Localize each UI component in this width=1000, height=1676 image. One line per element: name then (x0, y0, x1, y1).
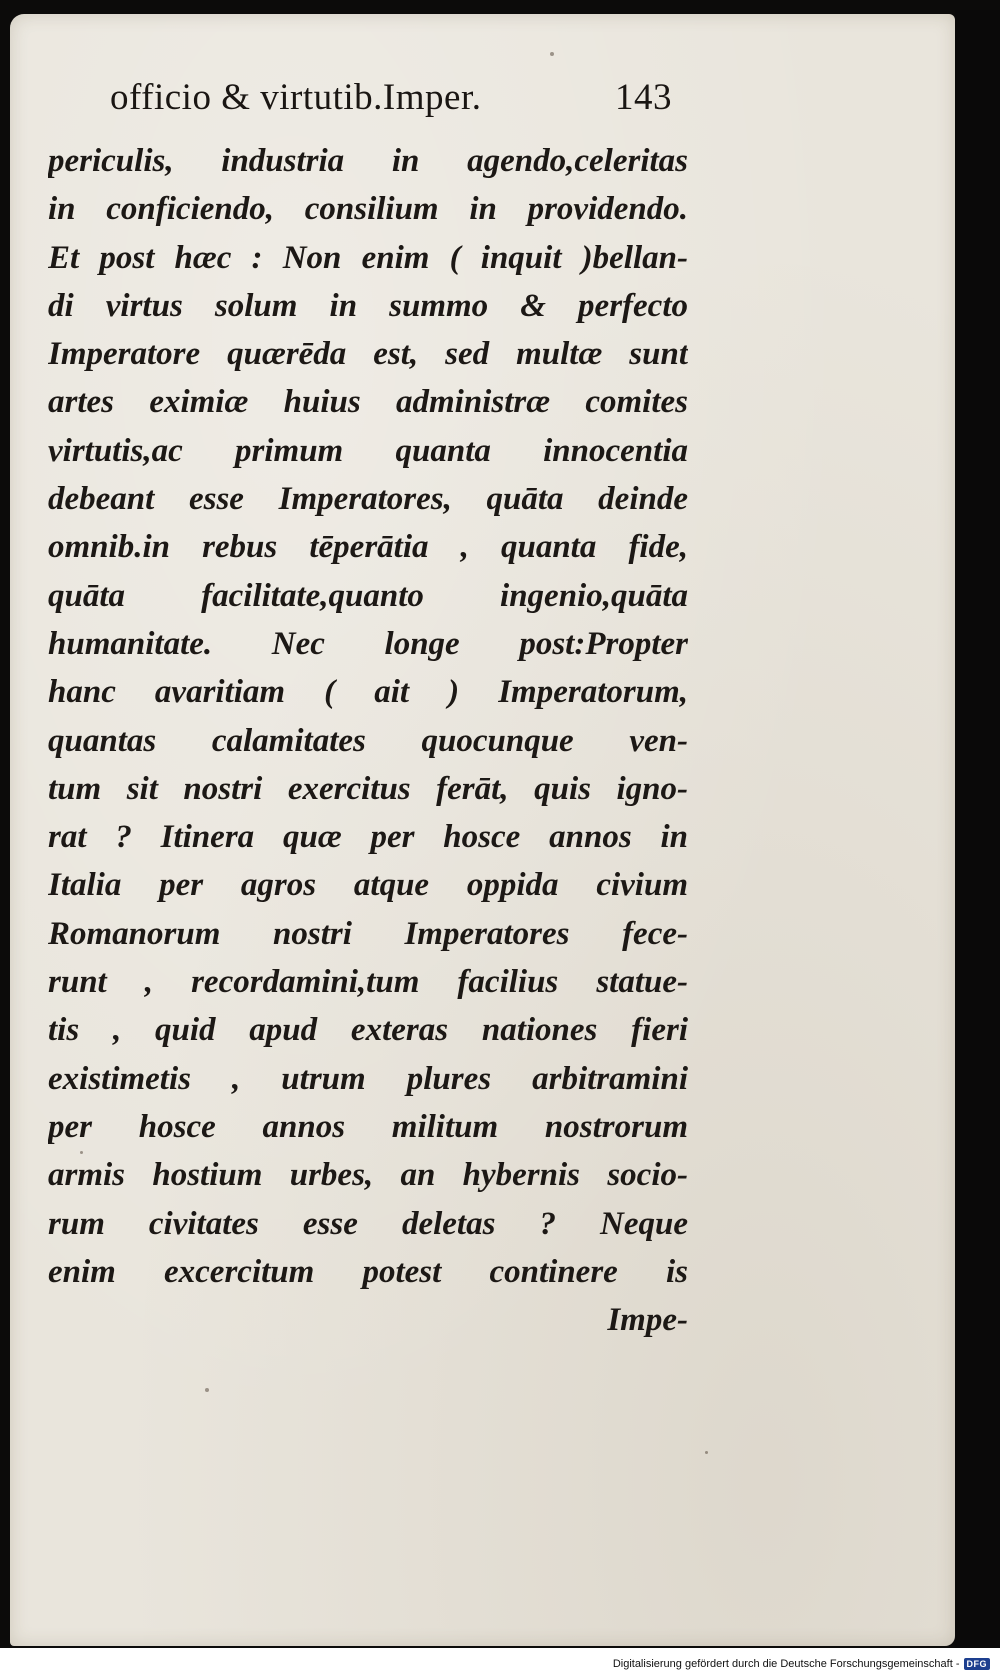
footer-credit: Digitalisierung gefördert durch die Deutsche Forschungsgemeinschaft - (612, 1658, 960, 1670)
text-line: in conficiendo, consilium in providendo. (48, 191, 688, 228)
text-line: tum sit nostri exercitus ferāt, quis igno- (48, 770, 688, 807)
text-line: quantas calamitates quocunque ven- (48, 722, 688, 759)
running-head (110, 68, 670, 128)
text-line: existimetis , utrum plures arbitramini (48, 1060, 688, 1097)
running-head-title: officio & virtutib.Imper. (110, 77, 482, 118)
text-line: virtutis,ac primum quanta innocentia (48, 432, 688, 469)
text-line: armis hostium urbes, an hybernis socio- (48, 1157, 688, 1194)
text-line: hanc avaritiam ( ait ) Imperatorum, (48, 674, 688, 711)
text-line: Imperatore quærēda est, sed multæ sunt (48, 336, 688, 373)
paper-speck (205, 1388, 209, 1392)
book-edge-shadow (955, 10, 1000, 1648)
text-line: Romanorum nostri Imperatores fece- (48, 915, 688, 952)
text-line: periculis, industria in agendo,celeritas (48, 143, 688, 179)
text-line: debeant esse Imperatores, quāta deinde (48, 481, 688, 518)
text-line: Et post hæc : Non enim ( inquit )bellan- (48, 239, 688, 276)
digitization-footer (613, 1656, 990, 1672)
text-line: runt , recordamini,tum facilius statue- (48, 964, 688, 1001)
text-line: di virtus solum in summo & perfecto (48, 287, 688, 324)
text-line: per hosce annos militum nostrorum (48, 1108, 688, 1145)
page-number: 143 (615, 77, 672, 118)
paper-speck (705, 1451, 708, 1454)
text-line: omnib.in rebus tēperātia , quanta fide, (48, 529, 688, 566)
text-line: quāta facilitate,quanto ingenio,quāta (48, 577, 688, 614)
text-line: artes eximiæ huius administræ comites (48, 384, 688, 421)
text-line: tis , quid apud exteras nationes fieri (48, 1012, 688, 1049)
text-line: Italia per agros atque oppida civium (48, 867, 688, 904)
text-line: rum civitates esse deletas ? Neque (48, 1205, 688, 1242)
text-line: rat ? Itinera quæ per hosce annos in (48, 819, 688, 856)
dfg-logo: DFG (964, 1658, 991, 1670)
text-body (48, 137, 688, 1344)
paper-speck (550, 52, 554, 56)
text-line: humanitate. Nec longe post:Propter (48, 625, 688, 662)
text-line: enim excercitum potest continere is (48, 1253, 688, 1290)
catchword: Impe- (607, 1302, 688, 1339)
